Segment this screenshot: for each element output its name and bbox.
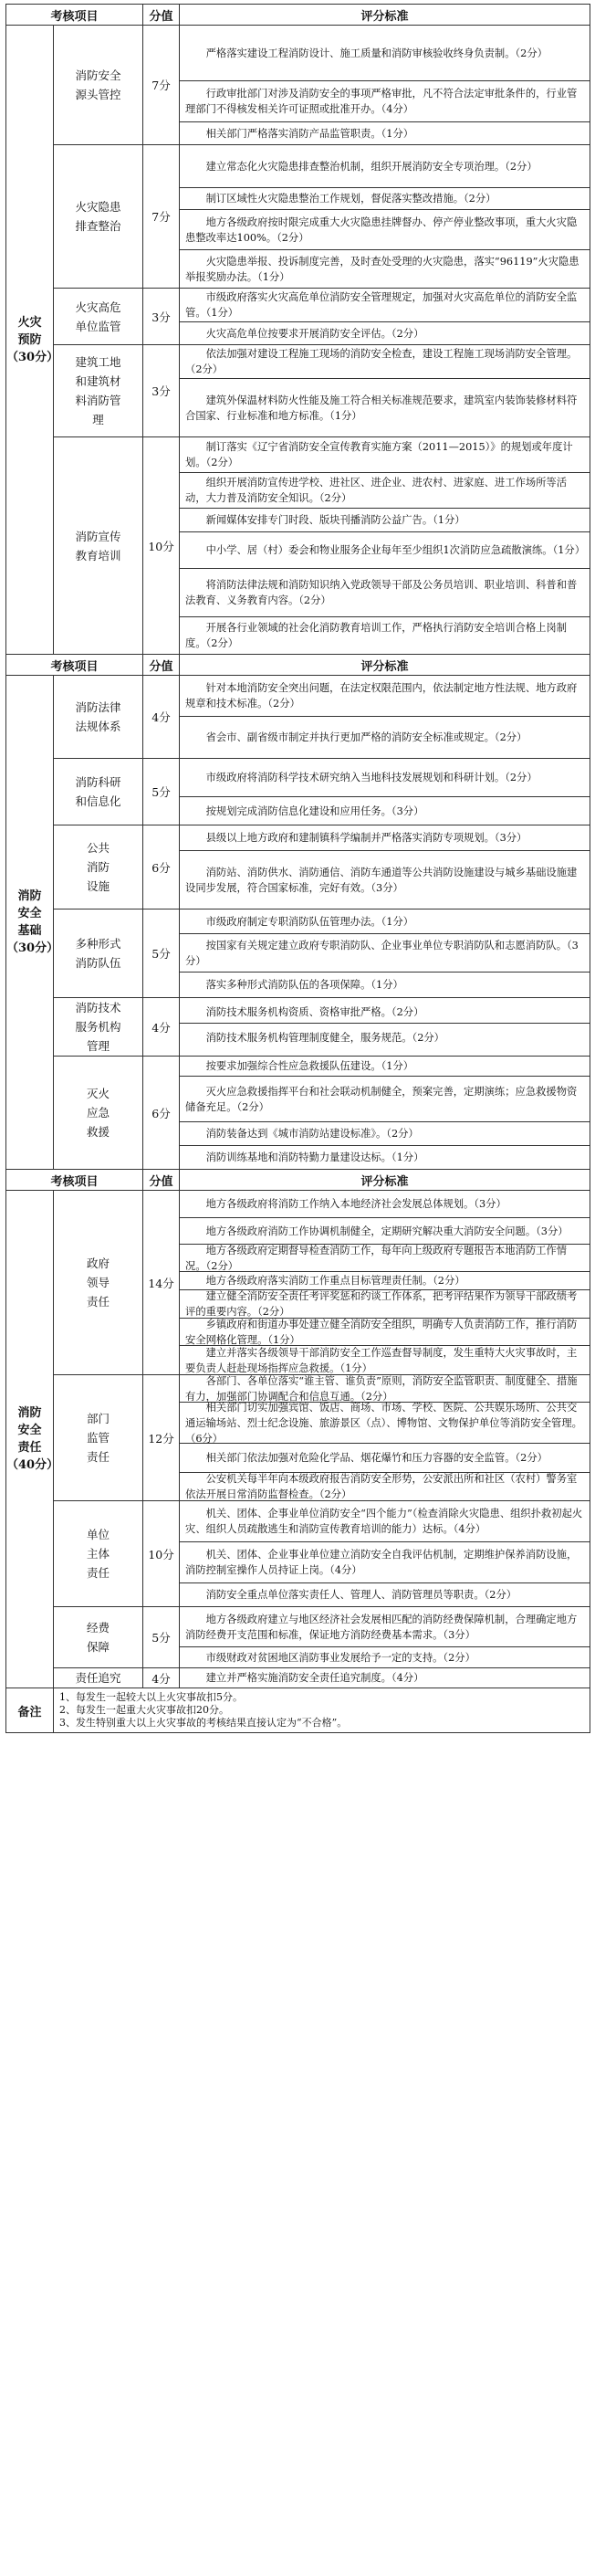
criterion [180,717,590,758]
criterion [180,676,590,717]
criterion [180,289,590,322]
criterion [180,1444,590,1473]
table-header-row [6,655,590,676]
criteria-cell [180,1191,590,1375]
criterion [180,379,590,436]
item-score: 12分 [143,1375,180,1501]
table-row [6,1191,590,1375]
criterion-text: 机关、团体、企业事业单位建立消防安全自我评估机制，定期维护保养消防设施，消防控制室操作人员持证上岗。（4分） [185,1549,578,1576]
criterion [180,759,590,797]
table-row [6,1501,590,1607]
criterion [180,1647,590,1667]
criterion-text: 消防训练基地和消防特勤力量建设达标。（1分） [205,1151,424,1163]
criterion-text: 乡镇政府和街道办事处建立健全消防安全组织，明确专人负责消防工作，推行消防安全网格化管理。（1分） [185,1318,578,1346]
note-line: 2、每发生一起重大火灾事故扣20分。 [59,1704,229,1716]
criterion [180,1375,590,1403]
criterion [180,1583,590,1606]
table-row [6,1668,590,1688]
criterion [180,1290,590,1319]
criterion [180,473,590,509]
table-row [6,26,590,145]
item-score: 4分 [143,676,180,759]
criterion-text: 市级政府制定专职消防队伍管理办法。（1分） [205,915,414,928]
criterion-text: 市级政府将消防科学技术研究纳入当地科技发展规划和科研计划。（2分） [205,772,538,783]
criteria-cell [180,289,590,345]
criteria-cell [180,909,590,998]
table-row [6,909,590,998]
criterion [180,1245,590,1272]
item-score: 5分 [143,759,180,825]
item-name: 消防科研 和信息化 [54,759,143,825]
header-item: 考核项目 [6,1170,143,1191]
item-score: 3分 [143,345,180,437]
item-score: 10分 [143,437,180,655]
header-score: 分值 [143,655,180,676]
item-name: 灭火 应急 救援 [54,1057,143,1170]
table-row [6,825,590,909]
criteria-cell [180,345,590,437]
criterion-text: 地方各级政府定期督导检查消防工作，每年向上级政府专题报告本地消防工作情况。（2分） [185,1244,568,1272]
criterion-text: 地方各级政府消防工作协调机制健全，定期研究解决重大消防安全问题。（3分） [205,1225,569,1237]
criterion [180,1272,590,1290]
criterion [180,1542,590,1583]
criterion-text: 制订落实《辽宁省消防安全宣传教育实施方案（2011—2015）》的规划或年度计划。（2分） [185,441,573,468]
header-item: 考核项目 [6,655,143,676]
item-score: 5分 [143,1607,180,1668]
table-row [6,437,590,655]
criterion-text: 严格落实建设工程消防设计、施工质量和消防审核验收终身负责制。（2分） [205,47,548,59]
criterion [180,250,590,288]
criterion [180,1501,590,1542]
table-row [6,1057,590,1170]
criterion-text: 县级以上地方政府和建制镇科学编制并严格落实消防专项规划。（3分） [205,832,527,844]
criterion [180,1473,590,1500]
table-row [6,1607,590,1668]
criterion-text: 按国家有关规定建立政府专职消防队、企业事业单位专职消防队和志愿消防队。（3分） [185,939,579,967]
criteria-cell [180,998,590,1057]
table-row [6,998,590,1057]
criterion-text: 开展各行业领域的社会化消防教育培训工作，严格执行消防安全培训合格上岗制度。（2分） [185,622,568,649]
criterion-text: 消防技术服务机构管理制度健全，服务规范。（2分） [205,1032,444,1044]
criterion-text: 中小学、居（村）委会和物业服务企业每年至少组织1次消防应急疏散演练。（1分） [205,544,586,556]
criterion [180,210,590,250]
item-name: 多种形式 消防队伍 [54,909,143,998]
criterion [180,973,590,997]
item-score: 3分 [143,289,180,345]
criterion-text: 将消防法律法规和消防知识纳入党政领导干部及公务员培训、职业培训、科普和普法教育、义务教育内容。（2分） [185,579,578,606]
item-score: 7分 [143,145,180,289]
criterion-text: 按规划完成消防信息化建设和应用任务。（3分） [205,804,424,817]
item-score: 4分 [143,1668,180,1688]
category-cell: 火灾 预防 （30分） [6,26,54,655]
criterion-text: 地方各级政府建立与地区经济社会发展相匹配的消防经费保障机制，合理确定地方消防经费开支范围和标准，保证地方消防经费基本需求。（3分） [185,1613,578,1641]
criteria-cell [180,759,590,825]
criterion-text: 针对本地消防安全突出问题，在法定权限范围内，依法制定地方性法规、地方政府规章和技术标准。（2分） [185,682,578,710]
criterion [180,322,590,344]
header-score: 分值 [143,5,180,26]
criteria-cell [180,145,590,289]
item-name: 部门 监管 责任 [54,1375,143,1501]
criterion-text: 建立并严格实施消防安全责任追究制度。（4分） [205,1672,424,1684]
criterion [180,1002,590,1024]
criteria-cell [180,676,590,759]
criterion [180,909,590,934]
note-line: 3、发生特别重大以上火灾事故的考核结果直接认定为“不合格”。 [59,1717,348,1729]
criterion-text: 相关部门严格落实消防产品监管职责。（1分） [205,127,414,140]
criterion [180,532,590,569]
assessment-table [5,4,590,1733]
criterion [180,437,590,473]
criterion [180,1403,590,1444]
criterion-text: 地方各级政府落实消防工作重点目标管理责任制。（2分） [205,1275,465,1287]
criterion [180,569,590,617]
criterion-text: 消防安全重点单位落实责任人、管理人、消防管理员等职责。（2分） [205,1589,517,1601]
header-criteria: 评分标准 [180,655,590,676]
notes-list [54,1688,590,1732]
item-name: 公共 消防 设施 [54,825,143,909]
criterion-text: 按要求加强综合性应急救援队伍建设。（1分） [205,1060,414,1072]
criterion-text: 地方各级政府将消防工作纳入本地经济社会发展总体规划。（3分） [205,1198,506,1210]
item-score: 14分 [143,1191,180,1375]
criteria-cell [180,1607,590,1668]
note-line: 1、每发生一起较大以上火灾事故扣5分。 [59,1691,243,1703]
criterion-text: 建筑外保温材料防火性能及施工符合相关标准规范要求，建筑室内装饰装修材料符合国家、行业标准和地方标准。（1分） [185,394,578,422]
criterion [180,1077,590,1122]
item-name: 单位 主体 责任 [54,1501,143,1607]
item-name: 责任追究 [54,1668,143,1688]
criterion-text: 新闻媒体安排专门时段、版块刊播消防公益广告。（1分） [205,514,465,526]
criterion-text: 消防站、消防供水、消防通信、消防车通道等公共消防设施建设与城乡基础设施建设同步发展，符合国家标准，完好有效。（3分） [185,866,578,894]
criterion-text: 市级政府落实火灾高危单位消防安全管理规定，加强对火灾高危单位的消防安全监管。（1分） [185,291,578,319]
criterion-text: 市级财政对贫困地区消防事业发展给予一定的支持。（2分） [205,1651,475,1664]
criteria-cell [180,437,590,655]
criterion [180,934,590,973]
criterion [180,1122,590,1146]
criterion-text: 省会市、副省级市制定并执行更加严格的消防安全标准或规定。（2分） [205,731,527,743]
table-row [6,345,590,437]
criterion-text: 灭火应急救援指挥平台和社会联动机制健全，预案完善，定期演练；应急救援物资储备充足。（2分） [185,1085,578,1113]
criteria-cell [180,825,590,909]
notes-cell [54,1688,590,1733]
criteria-cell [180,1668,590,1688]
criterion [180,81,590,122]
table-row [6,759,590,825]
item-name: 经费 保障 [54,1607,143,1668]
criteria-cell [180,26,590,145]
header-criteria: 评分标准 [180,1170,590,1191]
criterion-text: 相关部门依法加强对危险化学品、烟花爆竹和压力容器的安全监管。（2分） [205,1452,548,1464]
criterion-text: 机关、团体、企事业单位消防安全“四个能力”（检查消除火灾隐患、组织扑救初起火灾、组织人员疏散逃生和消防宣传教育培训的能力）达标。（4分） [185,1508,583,1535]
item-name: 政府 领导 责任 [54,1191,143,1375]
item-name: 火灾隐患 排查整治 [54,145,143,289]
criterion [180,188,590,210]
criterion-text: 公安机关每半年向本级政府报告消防安全形势，公安派出所和社区（农村）警务室依法开展日常消防监督检查。（2分） [185,1473,578,1500]
item-score: 7分 [143,26,180,145]
criterion-text: 组织开展消防宣传进学校、进社区、进企业、进农村、进家庭、进工作场所等活动，大力普及消防安全知识。（2分） [185,477,568,504]
criterion [180,1146,590,1169]
criterion-text: 消防技术服务机构资质、资格审批严格。（2分） [205,1005,424,1018]
item-score: 10分 [143,1501,180,1607]
criterion-text: 建立健全消防安全责任考评奖惩和约谈工作体系，把考评结果作为领导干部政绩考评的重要内容。（2分） [185,1290,578,1318]
criterion [180,797,590,825]
criterion [180,1607,590,1647]
item-score: 6分 [143,1057,180,1170]
header-item: 考核项目 [6,5,143,26]
item-name: 消防法律 法规体系 [54,676,143,759]
item-name: 火灾高危 单位监管 [54,289,143,345]
criterion [180,122,590,144]
table-row [6,1375,590,1501]
table-row [6,145,590,289]
table-header-row [6,1170,590,1191]
criterion-text: 落实多种形式消防队伍的各项保障。（1分） [205,979,403,991]
criterion [180,1346,590,1374]
criterion-text: 行政审批部门对涉及消防安全的事项严格审批，凡不符合法定审批条件的，行业管理部门不得核发相关许可证照或批准开办。（4分） [185,88,578,115]
item-name: 消防技术 服务机构 管理 [54,998,143,1057]
criterion-text: 地方各级政府按时限完成重大火灾隐患挂牌督办、停产停业整改事项，重大火灾隐患整改率达100%。（2分） [185,216,578,244]
criterion [180,145,590,188]
notes-label: 备注 [6,1688,54,1733]
criterion-text: 依法加强对建设工程施工现场的消防安全检查，建设工程施工现场消防安全管理。（2分） [185,348,578,375]
criterion [180,1024,590,1053]
item-name: 消防安全 源头管控 [54,26,143,145]
criterion [180,345,590,379]
criterion [180,1669,590,1687]
criterion [180,509,590,532]
criterion [180,617,590,654]
criterion-text: 消防装备达到《城市消防站建设标准》。（2分） [205,1128,419,1140]
criterion-text: 各部门、各单位落实“谁主管、谁负责”原则，消防安全监管职责、制度健全、措施有力，加强部门协调配合和信息互通。（2分） [185,1374,578,1403]
category-cell: 消防 安全 责任 （40分） [6,1191,54,1688]
header-score: 分值 [143,1170,180,1191]
assessment-sheet [5,4,590,1733]
item-score: 6分 [143,825,180,909]
criterion [180,26,590,81]
criterion [180,1057,590,1077]
item-name: 建筑工地 和建筑材 料消防管 理 [54,345,143,437]
table-row [6,676,590,759]
criterion-text: 相关部门切实加强宾馆、饭店、商场、市场、学校、医院、公共娱乐场所、公共交通运输场站、烈士纪念设施、旅游景区（点）、博物馆、文物保护单位等消防安全管理。（6分） [185,1401,582,1445]
criterion [180,851,590,909]
criterion [180,825,590,851]
header-criteria: 评分标准 [180,5,590,26]
criterion [180,1319,590,1346]
criterion-text: 建立常态化火灾隐患排查整治机制，组织开展消防安全专项治理。（2分） [205,160,538,173]
table-row [6,289,590,345]
item-score: 5分 [143,909,180,998]
criterion-text: 火灾隐患举报、投诉制度完善，及时查处受理的火灾隐患，落实“96119”火灾隐患举报奖励办法。（1分） [185,255,579,283]
criteria-cell [180,1057,590,1170]
criteria-cell [180,1501,590,1607]
criteria-cell [180,1375,590,1501]
item-score: 4分 [143,998,180,1057]
criterion-text: 建立并落实各级领导干部消防安全工作巡查督导制度，发生重特大火灾事故时，主要负责人赶赴现场指挥应急救援。（1分） [185,1346,578,1374]
criterion-text: 制订区域性火灾隐患整治工作规划，督促落实整改措施。（2分） [205,193,496,205]
table-header-row [6,5,590,26]
criterion-text: 火灾高危单位按要求开展消防安全评估。（2分） [205,327,424,340]
criterion [180,1218,590,1245]
item-name: 消防宣传 教育培训 [54,437,143,655]
category-cell: 消防 安全 基础 （30分） [6,676,54,1170]
notes-row [6,1688,590,1733]
criterion [180,1191,590,1218]
